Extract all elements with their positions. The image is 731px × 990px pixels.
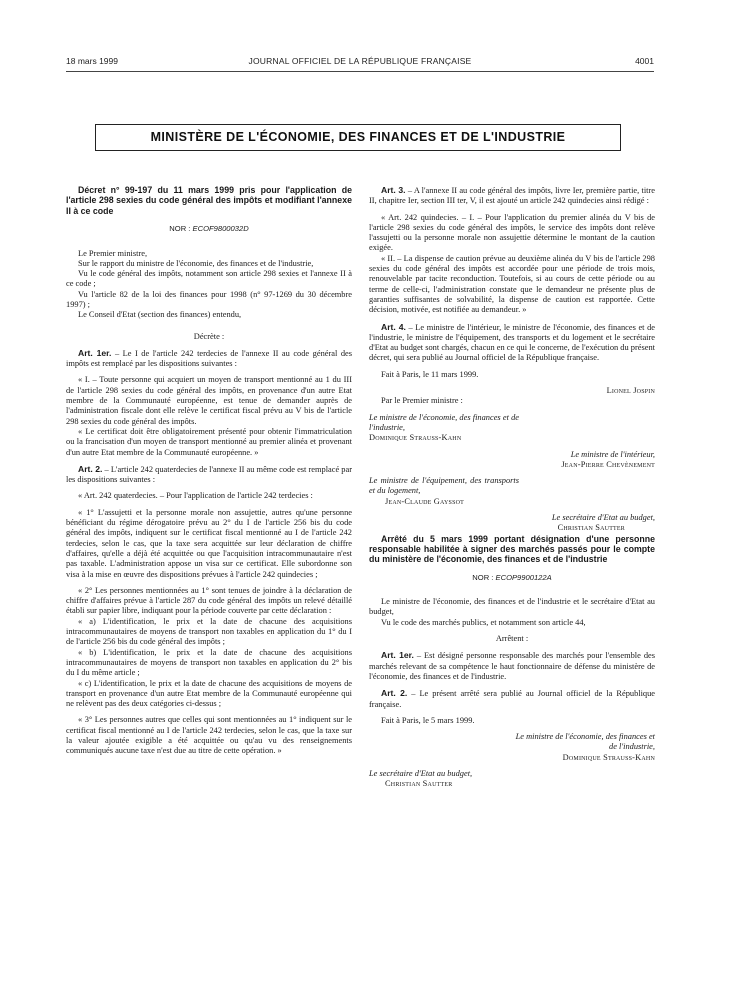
arrete-nor [369,573,655,583]
arrete-p1: Le ministre de l'économie, des finances et de l'industrie et le secrétaire d'Etat au budget, [369,597,655,617]
ministry-banner: MINISTÈRE DE L'ÉCONOMIE, DES FINANCES ET DE L'INDUSTRIE [95,124,621,151]
arrete-title: Arrêté du 5 mars 1999 portant désignation d'une personne responsable habilitée à signer des marchés passés pour le compte du ministère de l'économie, des finances et de l'industrie [369,533,655,565]
signature-3-title: Le ministre de l'équipement, des transports et du logement, [369,476,519,496]
decret-decrete: Décrète : [193,331,225,341]
decret-art4-text: – Le ministre de l'intérieur, le ministre de l'économie, des finances et de l'industrie, le ministre de l'équipement, des transports et du logement et le secrétaire d'Etat au budget sont chargés, chacun en ce qui le concerne, de l'exécution du présent décret, qui sera publié au Journal officiel de la République française. [369,322,655,363]
arrete-article-1 [369,650,655,682]
decret-art1-quote-1: « I. – Toute personne qui acquiert un moyen de transport mentionné au 1 du III de l'article 298 sexies du code général des impôts, en provenance d'un autre Etat membre de la Communauté européenne, est tenue de demander auprès de l'administration fiscale dont elle relève le certificat fiscal prévu au V bis de l'article 298 sexies du code général des impôts. [66,375,352,426]
arrete-signature-2-name: Christian Sautter [385,779,453,789]
decret-art1-quote-2: « Le certificat doit être obligatoirement présenté pour obtenir l'immatriculation ou la francisation d'un moyen de transport mentionné au premier alinéa et provenant d'un autre Etat membre de la Communauté européenne. » [66,426,352,457]
decret-nor [66,224,352,234]
decret-title: Décret n° 99-197 du 11 mars 1999 pris pour l'application de l'article 298 sexies du code général des impôts et modifiant l'annexe II à ce code [66,185,352,216]
par-premier-ministre: Par le Premier ministre : [381,396,463,406]
right-column [369,185,655,790]
header-date: 18 mars 1999 [66,56,118,66]
decret-nor-label: NOR : [169,224,191,234]
signature-1-name: Dominique Strauss-Kahn [369,433,462,443]
arrete-nor-code: ECOP9900122A [495,572,552,582]
decret-p1: Le Premier ministre, [78,248,148,258]
decret-art2-quote-b: « b) L'identification, le prix et la date de chacune des acquisitions intracommunautaires de moyens de transport non taxables en application du 2° bis du I du même article ; [66,647,352,678]
decret-art3-text: – A l'annexe II au code général des impôts, livre Ier, première partie, titre II, chapitre Ier, section III ter, V, il est ajouté un article 242 quindecies ainsi rédigé : [369,186,655,206]
arrete-art1-text: – Est désigné personne responsable des marchés pour l'ensemble des marchés relevant de sa compétence le haut fonctionnaire de défense du ministère de l'économie, des finances et de l'industrie. [369,651,655,681]
arrete-arretent: Arrêtent : [495,634,529,644]
arrete-art2-label: Art. 2. [381,688,408,699]
decret-art2-quote-a: « a) L'identification, le prix et la date de chacune des acquisitions intracommunautaires de moyens de transport non taxables en application du 1° du I de l'article 256 bis du code général des impôts ; [66,616,352,647]
decret-art2-quote-1: « 1° L'assujetti et la personne morale non assujettie, autres qu'une personne bénéficiant du régime dérogatoire prévu au 2° du I de l'article 256 bis du code général des impôts, indiquent sur le certificat fiscal mentionné au I de l'article 242 terdecies, selon le cas, que la taxe sera acquittée sur leur déclaration de chiffre d'affaires, qu'elle a déjà été acquittée ou que l'acquisition intracommunautaire n'est pas taxable. L'administration appose un visa sur ce certificat. Elle subordonne son visa à la mise en œuvre des dispositions prévues à l'article 242 quindecies ; [66,507,352,579]
arrete-nor-label: NOR : [472,572,494,582]
decret-art4-label: Art. 4. [381,321,406,332]
arrete-signature-1-title: Le ministre de l'économie, des finances et de l'industrie, [515,732,655,752]
decret-fait: Fait à Paris, le 11 mars 1999. [381,369,479,379]
signature-4-title: Le secrétaire d'Etat au budget, [551,513,655,523]
decret-art2-quote-2: « 2° Les personnes mentionnées au 1° sont tenues de joindre à la déclaration de chiffre d'affaires prévue à l'article 287 du code général des impôts un relevé détaillé établi sur papier libre, indiquant pour la période couverte par cette déclaration : [66,585,352,616]
arrete-signature-1-name: Dominique Strauss-Kahn [562,752,655,762]
arrete-signature-2-title: Le secrétaire d'Etat au budget, [369,768,473,778]
signature-pm-name: Lionel Jospin [606,386,655,396]
decret-art2-text: – L'article 242 quaterdecies de l'annexe II au même code est remplacé par les dispositions suivantes : [66,464,352,485]
header-page-number: 4001 [635,56,654,66]
decret-article-2 [66,464,352,486]
left-column [66,185,352,757]
decret-p5: Le Conseil d'Etat (section des finances) entendu, [78,310,242,320]
decret-art3-quote-2: « II. – La dispense de caution prévue au deuxième alinéa du V bis de l'article 298 sexies du code général des impôts est accordée pour une période de trois mois, renouvelable par tacite reconduction. Toutefois, si au cours de cette période ou au terme de celle-ci, l'administration constate que le demandeur ne présente plus de garanties suffisantes de solvabilité, la dispense de caution est rapportée. Cette décision, motivée, est notifiée au demandeur. » [369,253,655,315]
decret-art2-quote-3: « 3° Les personnes autres que celles qui sont mentionnées au 1° indiquent sur le certificat fiscal mentionné au I de l'article 242 terdecies, selon le cas, que la taxe sur la valeur ajoutée exigible a été acquittée ou qu'au vu des renseignements communiqués aucune taxe n'est due au titre de cette opération. » [66,715,352,756]
decret-article-3 [369,185,655,207]
signature-2-name: Jean-Pierre Chevènement [561,459,655,469]
decret-art2-quote-c: « c) L'identification, le prix et la date de chacune des acquisitions de moyens de transport en provenance d'un autre Etat membre de la Communauté européenne qui ne relèvent pas des deux catégories ci-dessus ; [66,678,352,709]
header-rule [66,71,654,72]
arrete-p2: Vu le code des marchés publics, et notamment son article 44, [381,617,586,627]
decret-art1-label: Art. 1er. [78,347,112,358]
signature-4-name: Christian Sautter [557,523,625,533]
arrete-art2-text: – Le présent arrêté sera publié au Journal officiel de la République française. [369,689,656,709]
signature-1-title: Le ministre de l'économie, des finances et de l'industrie, [369,412,519,432]
arrete-fait: Fait à Paris, le 5 mars 1999. [381,715,475,725]
decret-art2-label: Art. 2. [78,463,103,474]
arrete-article-2 [369,688,655,710]
decret-art3-quote-1: « Art. 242 quindecies. – I. – Pour l'application du premier alinéa du V bis de l'article 298 sexies du code général des impôts, le service des impôts dont relève l'assujetti ou la personne morale non assujettie détermine le montant de la caution exigée. [369,212,655,253]
decret-nor-code: ECOF9800032D [192,224,249,234]
decret-article-1 [66,348,352,370]
decret-art3-label: Art. 3. [381,185,406,195]
decret-article-4 [369,322,655,364]
page-header [66,56,654,70]
decret-p2: Sur le rapport du ministre de l'économie, des finances et de l'industrie, [78,258,314,268]
signature-3-name: Jean-Claude Gayssot [385,496,465,506]
decret-art1-text: – Le I de l'article 242 terdecies de l'annexe II au code général des impôts est remplacé par les dispositions suivantes : [66,348,352,369]
decret-p3: Vu le code général des impôts, notamment son article 298 sexies et l'annexe II à ce code ; [66,269,352,289]
header-journal-title: JOURNAL OFFICIEL DE LA RÉPUBLIQUE FRANÇAISE [248,56,472,66]
decret-art2-quote-0: « Art. 242 quaterdecies. – Pour l'application de l'article 242 terdecies : [78,491,313,501]
signature-2-title: Le ministre de l'intérieur, [570,449,655,459]
decret-p4: Vu l'article 82 de la loi des finances pour 1998 (n° 97-1269 du 30 décembre 1997) ; [66,289,352,309]
arrete-art1-label: Art. 1er. [381,650,414,661]
